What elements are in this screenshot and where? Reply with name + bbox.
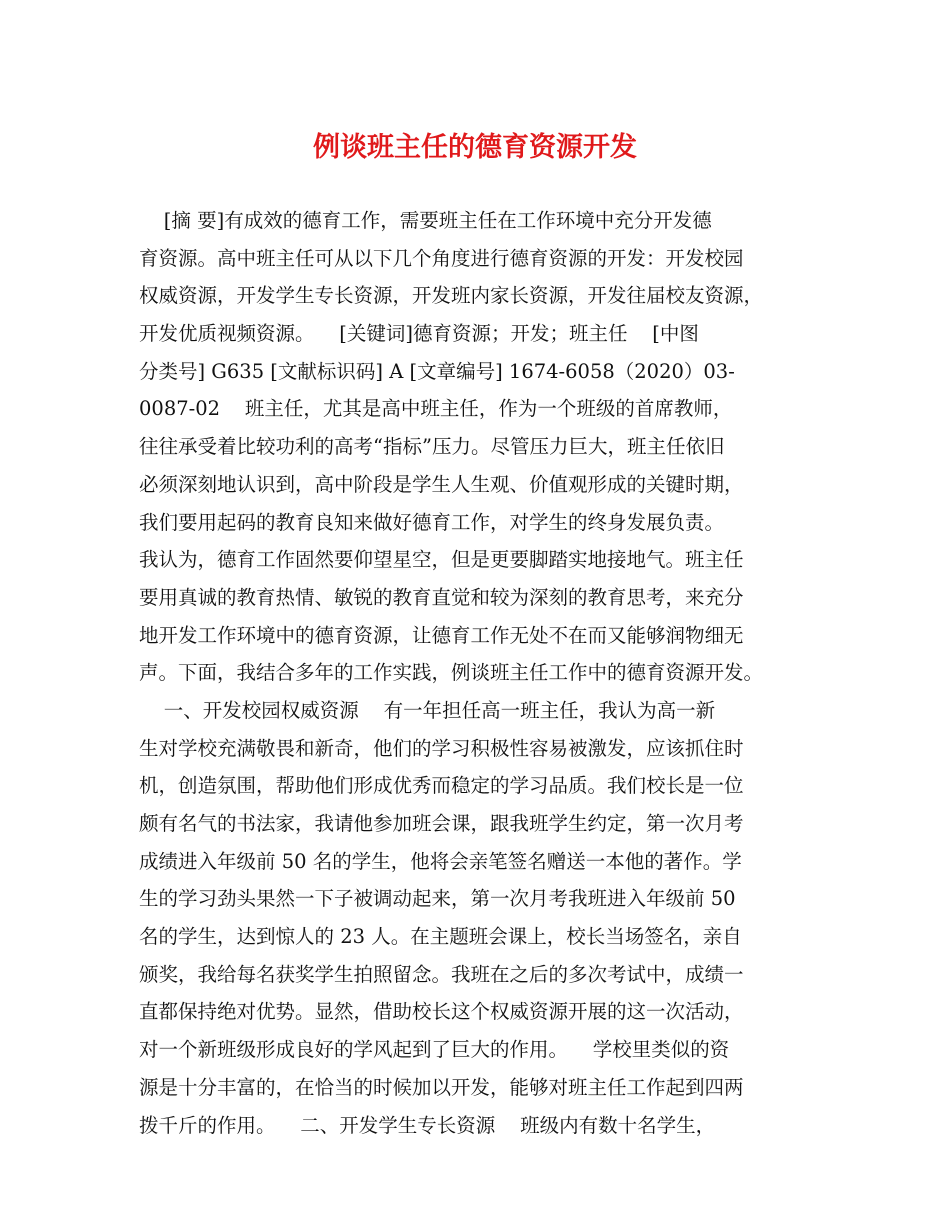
body-text-line: 颁奖，我给每名获奖学生拍照留念。我班在之后的多次考试中，成绩一 [139, 962, 744, 986]
body-text-line: [摘 要]有成效的德育工作，需要班主任在工作环境中充分开发德 [139, 209, 712, 232]
body-text-line: 必须深刻地认识到，高中阶段是学生人生观、价值观形成的关键时期， [139, 472, 744, 496]
body-text-line: 声。下面，我结合多年的工作实践，例谈班主任工作中的德育资源开发。 [139, 661, 764, 685]
body-text-line: 机，创造氛围，帮助他们形成优秀而稳定的学习品质。我们校长是一位 [139, 774, 744, 798]
body-text-line: 育资源。高中班主任可从以下几个角度进行德育资源的开发：开发校园 [139, 246, 744, 270]
body-text-line: 开发优质视频资源。 [关键词]德育资源；开发；班主任 [中图 [139, 322, 699, 346]
body-text-line: 一、开发校园权威资源 有一年担任高一班主任，我认为高一新 [139, 698, 716, 722]
body-text-line: 直都保持绝对优势。显然，借助校长这个权威资源开展的这一次活动， [139, 1000, 744, 1024]
body-text-line: 名的学生，达到惊人的 23 人。在主题班会课上，校长当场签名，亲自 [139, 925, 742, 949]
document-body [139, 202, 819, 1144]
body-text-line: 颇有名气的书法家，我请他参加班会课，跟我班学生约定，第一次月考 [139, 812, 744, 835]
body-text-line: 成绩进入年级前 50 名的学生，他将会亲笔签名赠送一本他的著作。学 [139, 849, 742, 873]
body-text-line: 生的学习劲头果然一下子被调动起来，第一次月考我班进入年级前 50 [139, 887, 736, 911]
body-text-line: 对一个新班级形成良好的学风起到了巨大的作用。 学校里类似的资 [139, 1038, 730, 1062]
body-text-line: 我认为，德育工作固然要仰望星空，但是更要脚踏实地接地气。班主任 [139, 548, 744, 572]
document-title: 例谈班主任的德育资源开发 [313, 132, 637, 163]
body-text-line: 要用真诚的教育热情、敏锐的教育直觉和较为深刻的教育思考，来充分 [139, 585, 744, 609]
body-text-line: 拨千斤的作用。 二、开发学生专长资源 班级内有数十名学生， [139, 1113, 716, 1137]
body-text-line: 地开发工作环境中的德育资源，让德育工作无处不在而又能够润物细无 [139, 623, 744, 647]
body-text-line: 我们要用起码的教育良知来做好德育工作，对学生的终身发展负责。 [139, 510, 725, 534]
body-text-line: 往往承受着比较功利的高考“指标”压力。尽管压力巨大，班主任依旧 [139, 435, 725, 459]
body-text-line: 源是十分丰富的，在恰当的时候加以开发，能够对班主任工作起到四两 [139, 1075, 744, 1099]
body-text-line: 0087-02 班主任，尤其是高中班主任，作为一个班级的首席教师， [139, 397, 733, 421]
body-text-line: 生对学校充满敬畏和新奇，他们的学习积极性容易被激发，应该抓住时 [139, 736, 744, 760]
body-text-line: 分类号] G635 [文献标识码] A [文章编号] 1674-6058（2020）03- [139, 359, 735, 383]
body-text-line: 权威资源，开发学生专长资源，开发班内家长资源，开发往届校友资源， [139, 284, 764, 308]
